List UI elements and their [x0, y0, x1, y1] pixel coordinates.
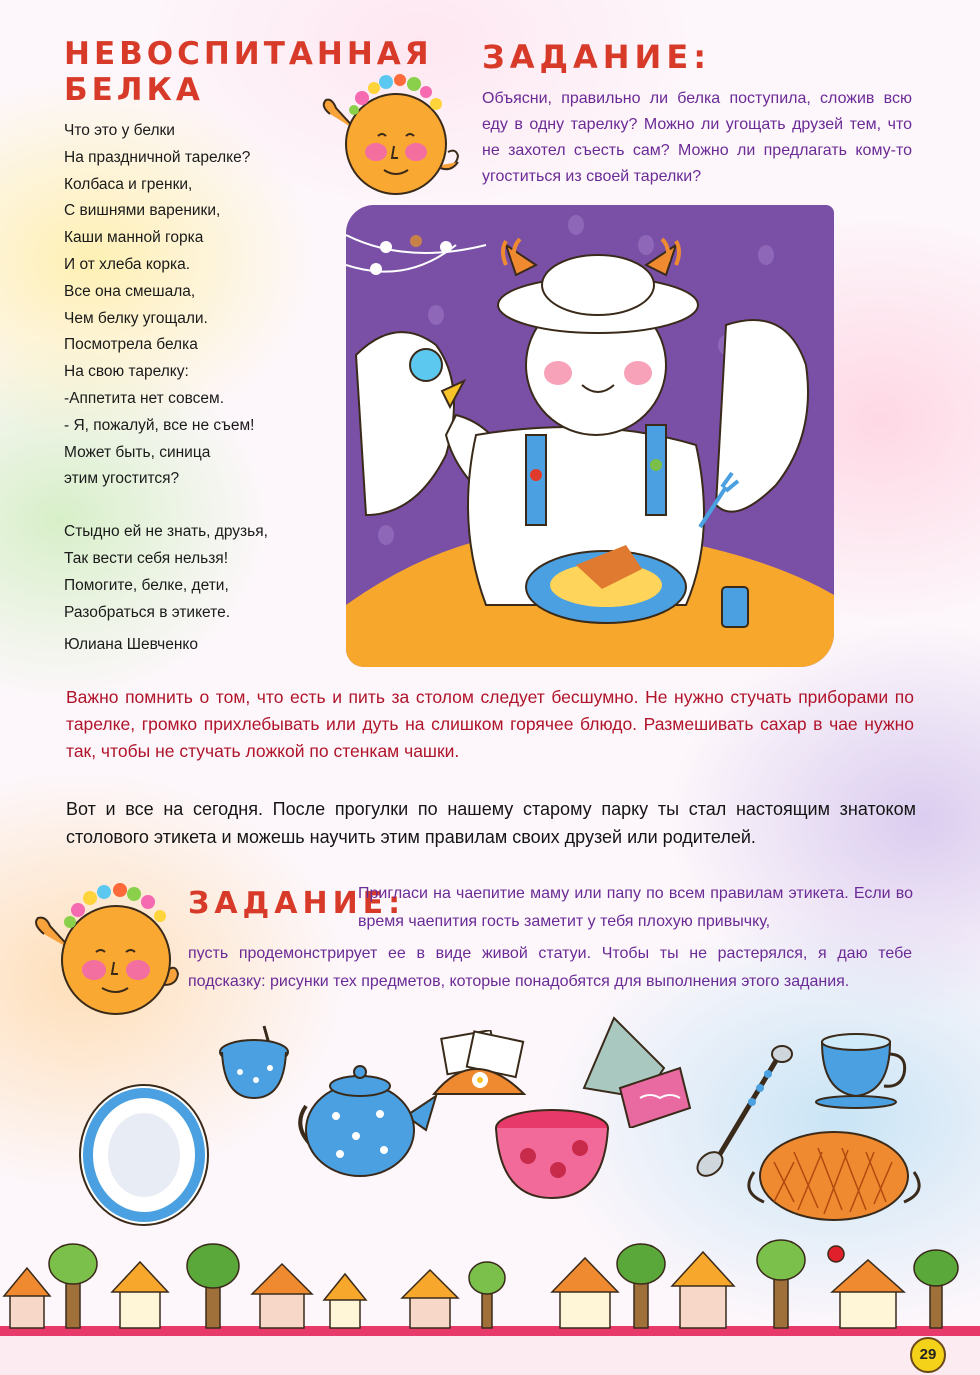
poem-line: Может быть, синица	[64, 443, 211, 461]
poem-line: Колбаса и гренки,	[64, 175, 193, 193]
poem-line: Что это у белки	[64, 122, 175, 139]
task-heading: ЗАДАНИЕ:	[188, 886, 406, 921]
teapot-icon	[296, 1046, 446, 1186]
poem-line: Стыдно ей не знать, друзья,	[64, 523, 268, 541]
poem-line: И от хлеба корка.	[64, 255, 191, 273]
task-text: пусть продемонстрирует ее в виде живой статуи. Чтобы ты не растерялся, я даю тебе подсказку: рисунки тех предметов, которые понадобятся для выполнения этого задания.	[188, 945, 912, 990]
napkin-holder-icon	[430, 1030, 530, 1100]
poem-line: Так вести себя нельзя!	[64, 549, 228, 567]
poem-line: Помогите, белке, дети,	[64, 576, 229, 594]
napkins-icon	[580, 1008, 700, 1128]
bread-basket-icon	[744, 1122, 924, 1232]
important-note: Важно помнить о том, что есть и пить за столом следует бесшумно. Не нужно стучать приборами по тарелке, громко прихлебывать или дуть на слишком горячее блюдо. Размешивать сахар в чае нужно так, чтобы не стучать ложкой по стенкам чашки.	[66, 687, 914, 761]
task-heading: ЗАДАНИЕ:	[482, 38, 711, 76]
plate-icon	[74, 1080, 214, 1230]
poem-line: Посмотрела белка	[64, 336, 198, 354]
sun-character-icon	[318, 66, 468, 206]
page-number: 29	[910, 1337, 946, 1373]
poem-line: - Я, пожалуй, все не съем!	[64, 416, 255, 434]
task-text: Пригласи на чаепитие маму или папу по всем правилам этикета. Если во время чаепития гость заметит у тебя плохую привычку,	[358, 885, 913, 930]
poem-line: С вишнями вареники,	[64, 202, 221, 220]
cup-icon	[812, 1030, 912, 1110]
poem-line: Каши манной горка	[64, 229, 204, 247]
poem-line: На праздничной тарелке?	[64, 148, 251, 166]
poem-line: Все она смешала,	[64, 282, 196, 300]
sugar-bowl-icon	[214, 1016, 304, 1106]
poem-line: Разобраться в этикете.	[64, 603, 231, 621]
poem-line: этим угостится?	[64, 470, 180, 488]
poem	[64, 118, 324, 659]
poem-line: -Аппетита нет совсем.	[64, 389, 225, 407]
poem-author: Юлиана Шевченко	[64, 636, 198, 654]
poem-line: Чем белку угощали.	[64, 309, 208, 327]
final-paragraph: Вот и все на сегодня. После прогулки по нашему старому парку ты стал настоящим знатоком столового этикета и можешь научить этим правилам своих друзей или родителей.	[66, 799, 916, 847]
poem-line	[64, 493, 324, 519]
village-border	[0, 1234, 980, 1375]
sun-character-icon	[30, 874, 190, 1024]
page-title: НЕВОСПИТАННАЯ БЕЛКА	[64, 36, 433, 108]
task-text: Объясни, правильно ли белка поступила, сложив всю еду в одну тарелку? Можно ли угощать друзей тем, что не захотел съесть сам? Можно ли предлагать кому-то угоститься из своей тарелки?	[482, 90, 912, 185]
poem-line: На свою тарелку:	[64, 363, 189, 381]
squirrel-illustration	[346, 205, 834, 667]
